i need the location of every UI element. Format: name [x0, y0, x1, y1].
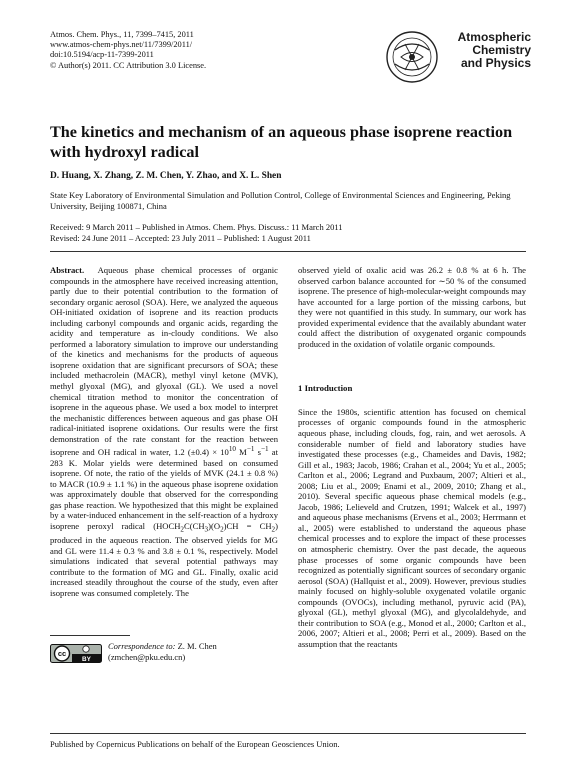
article-url[interactable]: www.atmos-chem-phys.net/11/7399/2011/: [50, 40, 193, 50]
dates-revised: Revised: 24 June 2011 – Accepted: 23 July 2011 – Published: 1 August 2011: [50, 232, 311, 243]
abstract-text-7: )CH = CH: [223, 520, 272, 531]
section-heading-introduction: 1 Introduction: [298, 383, 353, 394]
abstract-continued: observed yield of oxalic acid was 26.2 ± 0.8 % at 6 h. The observed carbon balance accounted for ∼50 % of the consumed isoprene. The presence of high-molecular-weight compounds may have accounted for a large portion of the missing carbons, but they were not quantified in this study. In summary, our work has provided experimental evidence that the availably abundant water could affect the distribution of oxygenated organic compounds produced in the oxidation of volatile organic compounds.: [298, 265, 526, 349]
header-metadata: [50, 30, 206, 71]
citation: Atmos. Chem. Phys., 11, 7399–7415, 2011: [50, 30, 194, 39]
abstract-subscript-3: 3: [204, 525, 209, 534]
abstract-text-1: Aqueous phase chemical processes of organic compounds in the atmosphere have received increasing attention, partly due to their potential contribution to the formation of secondary organic aerosol (SOA). Here, we analyzed the aqueous OH-initiated oxidation of isoprene and its reaction products including carbonyl compounds and organic acids, regarding the acidity and temperature as in-cloudy conditions. We also performed a laboratory simulation to improve our understanding of the kinetics and mechanisms for the products of aqueous isoprene oxidation that are significant precursors of SOA; these included methacrolein (MACR), methyl vinyl ketone (MVK), methyl glyoxal (MG), and glyoxal (GL). We used a novel chemical titration method to monitor the concentration of isoprene in the aqueous phase. We used a box model to interpret the mechanistic differences between aqueous and gas phase OH radical-initiated isoprene oxidations. Our results were the first demonstration of the rate constant for the reaction between isoprene and OH radical in water, 1.2 (±0.4) × 10: [50, 265, 278, 458]
abstract-subscript-2b: 2: [220, 525, 224, 534]
journal-logo: [383, 28, 531, 86]
heading-spacer: [298, 394, 526, 407]
abstract-text-8: ) produced in the aqueous reaction. The observed yields for MG and GL were 11.4 ± 0.3 % and 3.8 ± 0.1 %, respectively. Model simulations indicated that several potential pathways may contribute to the formation of MG and GL. Finally, oxalic acid increased steadily throughout the course of the study, even after isoprene was consumed completely. The: [50, 520, 278, 598]
dates-received: Received: 9 March 2011 – Published in Atmos. Chem. Phys. Discuss.: 11 March 2011: [50, 222, 343, 232]
abstract-text-4: at 283 K. Molar yields were determined based on consumed isoprene. Of note, the ratio of the yields of MVK (24.1 ± 0.8 %) to MACR (10.9 ± 1.1 %) in the aqueous phase isoprene oxidation was approximately double that observed for the corresponding gas phase reaction. We hypothesized that this might be explained by a water-induced enhancement in the self-reaction of a hydroxy isoprene peroxyl radical (HOCH: [50, 447, 278, 531]
publication-dates: [50, 222, 530, 243]
license: © Author(s) 2011. CC Attribution 3.0 License.: [50, 60, 207, 70]
journal-name-line-3: and Physics: [460, 56, 531, 70]
header-divider: [50, 251, 526, 252]
right-column: [298, 265, 526, 650]
abstract: [50, 265, 278, 599]
journal-name: [458, 31, 531, 70]
introduction-text: Since the 1980s, scientific attention has focused on chemical processes of organic compounds found in the atmospheric aqueous phase, including clouds, fog, rain, and wet aerosols. A considerable number of field and laboratory studies have investigated these processes (e.g., Chameides and Davis, 1982; Gill et al., 1983; Jacob, 1986; Crahan et al., 2004; Yu et al., 2005; Carlton et al., 2006; Legrand and Puxbaum, 2007; Altieri et al., 2008; Liu et al., 2009; Enami et al., 2009, 2010; Zhang et al., 2010). Several specific aqueous phase chemical models (e.g., Jacob, 1986; Lelieveld and Crutzen, 1991; Walcek et al., 1997) and aqueous phase mechanisms (Ervens et al., 2003; Herrmann et al., 2005) were established to understand the aqueous phase chemical processes and to explore the impact of these processes on atmospheric chemistry. Over the past decade, the aqueous phase processes of some organic compounds have been recognized as potentially significant sources of secondary organic aerosol (SOA) (Hallquist et al., 2009). However, previous studies mainly focused on highly-soluble oxygenated volatile organic compounds (OVOCs), including methanol, pyruvic acid (PA), glyoxal (GL), methyl glyoxal (MG), and glycolaldehyde, and their contribution to SOA (e.g., Monod et al., 2000; Carlton et al., 2006, 2007; Altieri et al., 2008; Perri et al., 2009). Based on the assumption that the reactants: [298, 406, 526, 649]
abstract-subscript-2c: 2: [271, 525, 276, 534]
abstract-subscript-2a: 2: [180, 525, 184, 534]
doi[interactable]: doi:10.5194/acp-11-7399-2011: [50, 50, 154, 60]
footer-divider: [50, 733, 526, 734]
cc-badge-label: BY: [82, 655, 91, 663]
cc-by-license-icon[interactable]: [50, 644, 102, 663]
abstract-exponent-10: 10: [228, 445, 236, 454]
abstract-exponent-m1: −1: [246, 445, 255, 454]
egu-globe-logo-icon: [383, 28, 443, 86]
journal-name-line-1: Atmospheric: [457, 30, 531, 44]
correspondence-email[interactable]: (zmchen@pku.edu.cn): [108, 651, 186, 662]
publisher-footer: Published by Copernicus Publications on behalf of the European Geosciences Union.: [50, 739, 340, 749]
author-affiliation: State Key Laboratory of Environmental Simulation and Pollution Control, College of Environmental Sciences and Engineering, Peking University, Beijing 100871, China: [50, 190, 511, 211]
article-title: The kinetics and mechanism of an aqueous phase isoprene reaction with hydroxyl radical: [50, 123, 513, 161]
abstract-label: Abstract.: [50, 265, 85, 275]
abstract-text-3: s: [254, 447, 261, 458]
abstract-text-2: M: [236, 447, 247, 458]
article-authors: D. Huang, X. Zhang, Z. M. Chen, Y. Zhao, and X. L. Shen: [50, 171, 282, 181]
abstract-exponent-m1b: −1: [260, 445, 269, 454]
correspondence: [108, 641, 217, 662]
left-column: [50, 265, 278, 599]
footnote-divider: [50, 635, 130, 636]
svg-text:cc: cc: [57, 649, 67, 659]
correspondence-name: Z. M. Chen: [175, 641, 217, 651]
abstract-text-5: C(CH: [184, 520, 205, 531]
journal-name-line-2: Chemistry: [472, 43, 531, 57]
abstract-text-6: )(O: [208, 520, 221, 531]
correspondence-label: Correspondence to:: [108, 641, 176, 651]
section-spacer: [298, 349, 526, 383]
